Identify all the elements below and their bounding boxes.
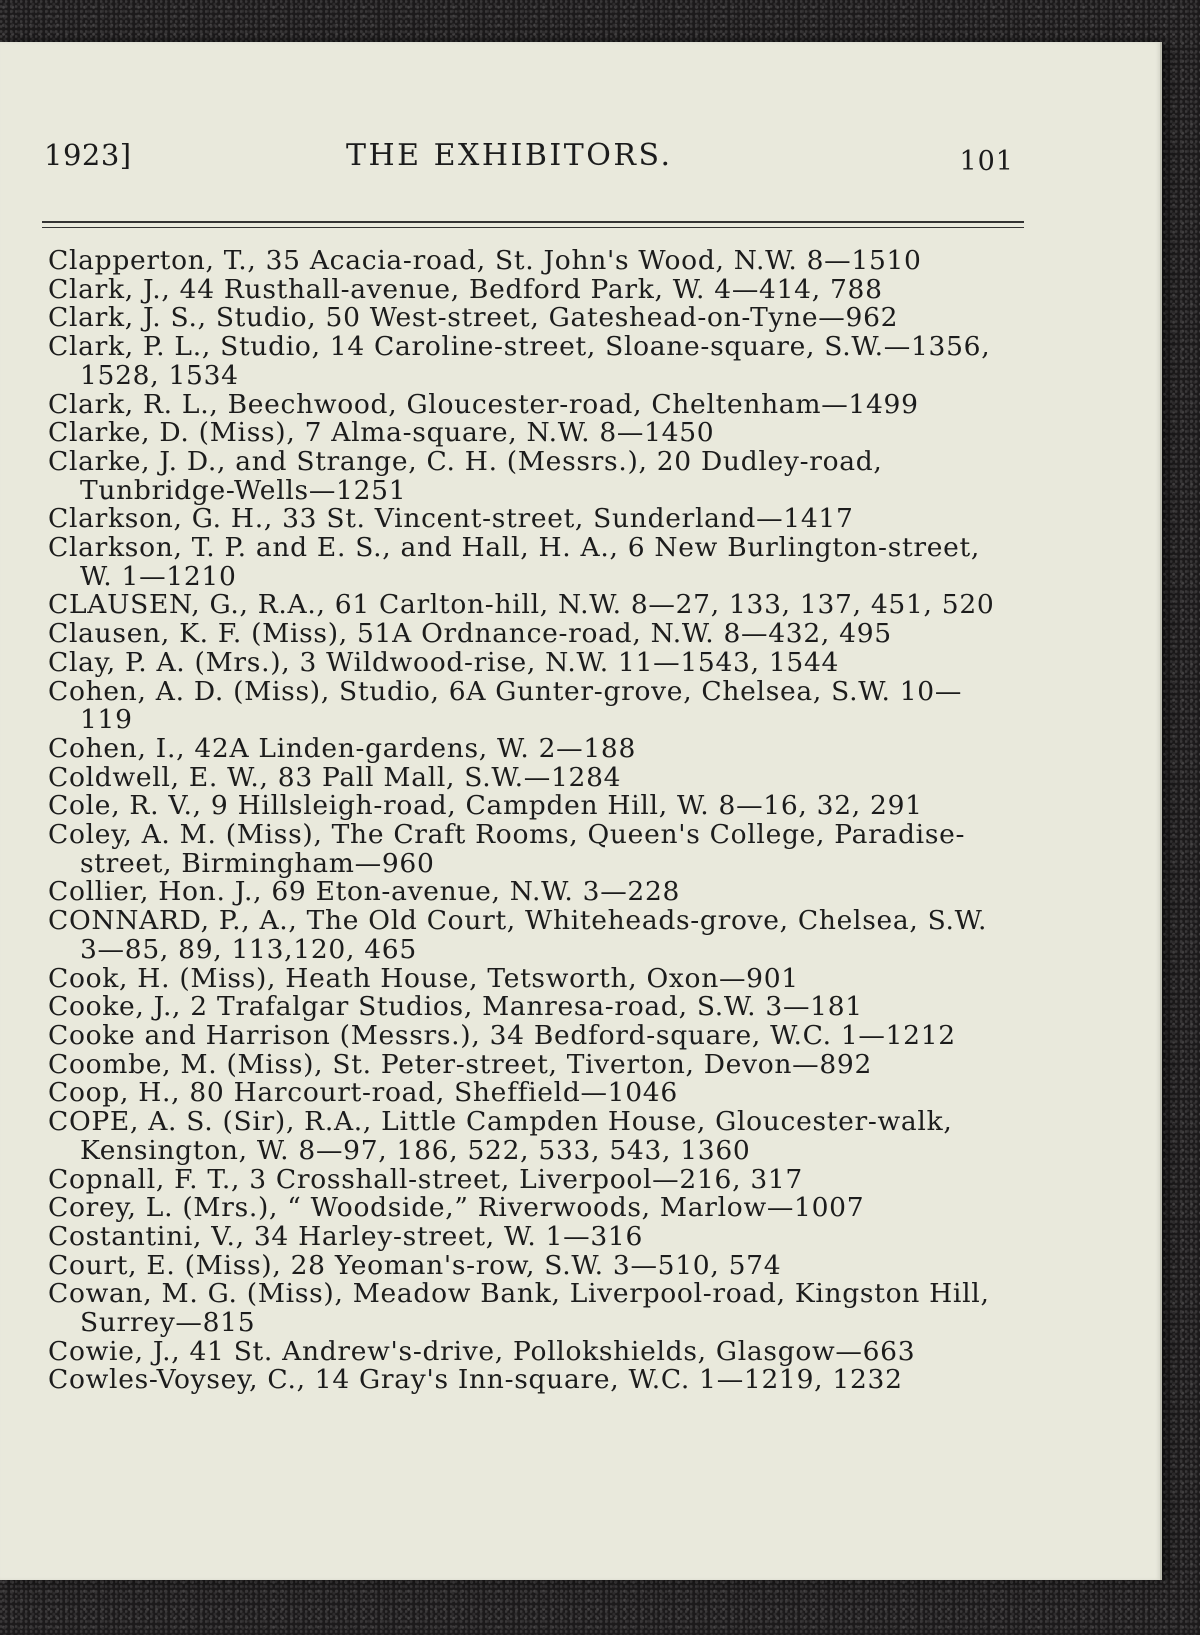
exhibitor-entry: Costantini, V., 34 Harley-street, W. 1—316 bbox=[48, 1220, 644, 1252]
exhibitor-entry: Cole, R. V., 9 Hillsleigh-road, Campden Hill, W. 8—16, 32, 291 bbox=[48, 790, 923, 822]
exhibitor-entry: Copnall, F. T., 3 Crosshall-street, Liverpool—216, 317 bbox=[48, 1163, 803, 1195]
exhibitor-entry: COPE, A. S. (Sir), R.A., Little Campden House, Gloucester-walk, Kensington, W. 8—97, 186, 522, 533, 543, 1360 bbox=[48, 1106, 953, 1166]
exhibitor-entry: Clark, J. S., Studio, 50 West-street, Gateshead-on-Tyne—962 bbox=[48, 302, 899, 334]
exhibitor-entry: Coley, A. M. (Miss), The Craft Rooms, Queen's College, Paradise-street, Birmingham—960 bbox=[48, 819, 966, 879]
exhibitor-entry: Coop, H., 80 Harcourt-road, Sheffield—1046 bbox=[48, 1077, 678, 1109]
exhibitor-entry: Clarke, D. (Miss), 7 Alma-square, N.W. 8—1450 bbox=[48, 417, 715, 449]
exhibitor-entry: CONNARD, P., A., The Old Court, Whiteheads-grove, Chelsea, S.W. 3—85, 89, 113,120, 465 bbox=[48, 905, 988, 965]
exhibitor-entry: CLAUSEN, G., R.A., 61 Carlton-hill, N.W. 8—27, 133, 137, 451, 520 bbox=[48, 589, 995, 621]
exhibitor-entry: Clarke, J. D., and Strange, C. H. (Messrs.), 20 Dudley-road, Tunbridge-Wells—1251 bbox=[48, 445, 883, 506]
exhibitor-entry: Clark, R. L., Beechwood, Gloucester-road, Cheltenham—1499 bbox=[48, 388, 919, 420]
exhibitor-entry: Court, E. (Miss), 28 Yeoman's-row, S.W. 3—510, 574 bbox=[48, 1249, 782, 1281]
exhibitor-entry: Clarkson, T. P. and E. S., and Hall, H. A., 6 New Burlington-street, W. 1—1210 bbox=[48, 532, 980, 592]
exhibitor-entry: Coombe, M. (Miss), St. Peter-street, Tiverton, Devon—892 bbox=[48, 1048, 873, 1080]
exhibitor-entry: Coldwell, E. W., 83 Pall Mall, S.W.—1284 bbox=[48, 761, 622, 793]
exhibitor-entry: Clark, P. L., Studio, 14 Caroline-street, Sloane-square, S.W.—1356, 1528, 1534 bbox=[48, 331, 991, 391]
exhibitor-entry: Clay, P. A. (Mrs.), 3 Wildwood-rise, N.W. 11—1543, 1544 bbox=[48, 646, 840, 678]
page-title: THE EXHIBITORS. bbox=[346, 138, 673, 173]
exhibitor-entry: Cooke and Harrison (Messrs.), 34 Bedford-square, W.C. 1—1212 bbox=[48, 1019, 956, 1051]
running-header bbox=[44, 138, 1024, 178]
header-rule-bottom bbox=[42, 227, 1024, 228]
exhibitor-entry: Clausen, K. F. (Miss), 51A Ordnance-road, N.W. 8—432, 495 bbox=[48, 618, 892, 650]
exhibitor-entry: Cohen, I., 42A Linden-gardens, W. 2—188 bbox=[48, 732, 637, 764]
exhibitor-entry: Cohen, A. D. (Miss), Studio, 6A Gunter-grove, Chelsea, S.W. 10—119 bbox=[48, 675, 963, 736]
exhibitor-entry: Cowie, J., 41 St. Andrew's-drive, Pollokshields, Glasgow—663 bbox=[48, 1335, 916, 1367]
exhibitor-entry: Collier, Hon. J., 69 Eton-avenue, N.W. 3—228 bbox=[48, 876, 681, 908]
header-year: 1923] bbox=[44, 138, 132, 172]
exhibitor-entry: Clapperton, T., 35 Acacia-road, St. John's Wood, N.W. 8—1510 bbox=[48, 245, 922, 276]
book-page bbox=[0, 42, 1162, 1580]
exhibitor-entry: Corey, L. (Mrs.), “ Woodside,” Riverwoods, Marlow—1007 bbox=[48, 1192, 865, 1224]
exhibitor-entry: Cowan, M. G. (Miss), Meadow Bank, Liverpool-road, Kingston Hill, Surrey—815 bbox=[48, 1278, 990, 1339]
exhibitor-entry: Cowles-Voysey, C., 14 Gray's Inn-square, W.C. 1—1219, 1232 bbox=[48, 1364, 903, 1396]
exhibitor-entry: Cook, H. (Miss), Heath House, Tetsworth, Oxon—901 bbox=[48, 962, 799, 994]
header-rule-top bbox=[42, 221, 1024, 223]
page-number: 101 bbox=[959, 146, 1014, 177]
exhibitor-entry: Cooke, J., 2 Trafalgar Studios, Manresa-road, S.W. 3—181 bbox=[48, 991, 863, 1023]
exhibitor-list bbox=[48, 247, 1013, 1395]
exhibitor-entry: Clarkson, G. H., 33 St. Vincent-street, Sunderland—1417 bbox=[48, 503, 854, 535]
exhibitor-entry: Clark, J., 44 Rusthall-avenue, Bedford Park, W. 4—414, 788 bbox=[48, 273, 883, 305]
